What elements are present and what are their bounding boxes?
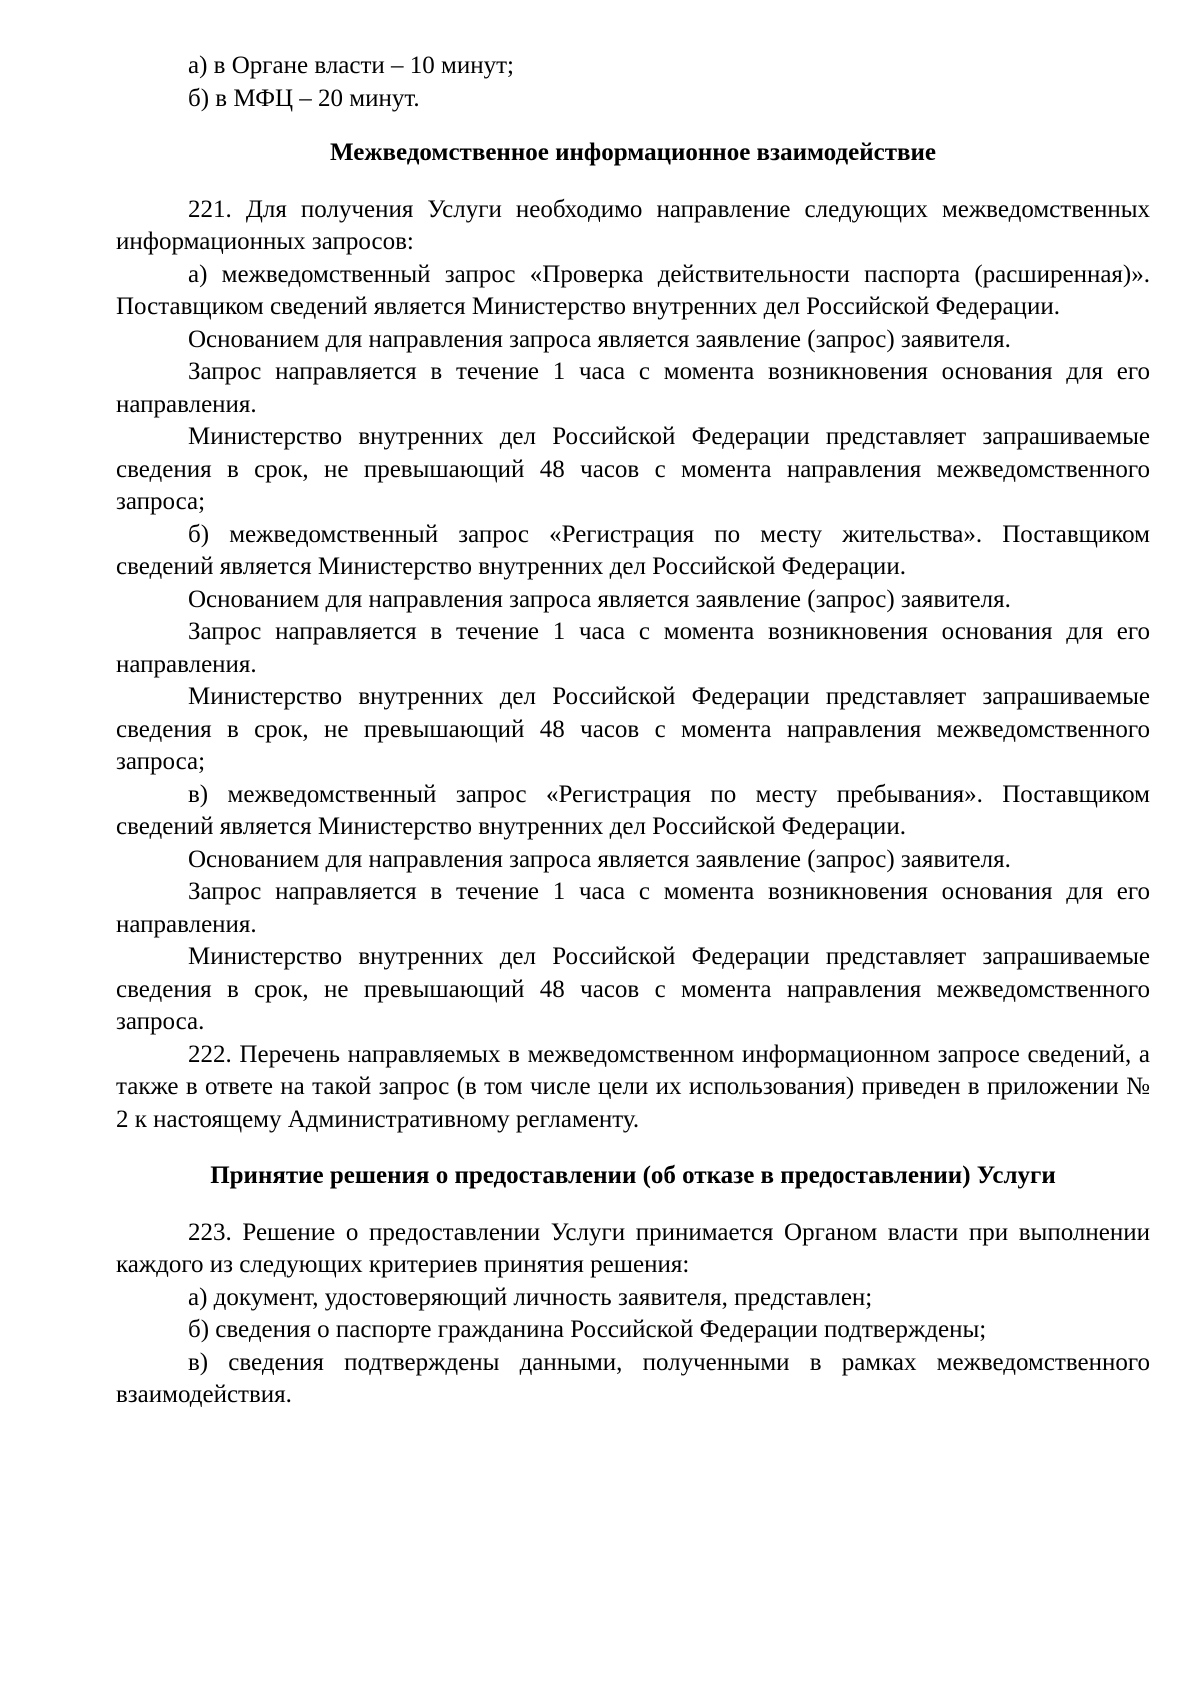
paragraph: а) межведомственный запрос «Проверка действительности паспорта (расширенная)». Поставщиком сведений является Министерство внутренних дел Российской Федерации. [116, 260, 1150, 320]
paragraph: Основанием для направления запроса является заявление (запрос) заявителя. [188, 845, 1011, 873]
paragraph: Запрос направляется в течение 1 часа с момента возникновения основания для его направления. [116, 358, 1150, 418]
paragraph: б) межведомственный запрос «Регистрация по месту жительства». Поставщиком сведений является Министерство внутренних дел Российской Федерации. [116, 520, 1150, 580]
section-heading-decision: Принятие решения о предоставлении (об отказе в предоставлении) Услуги [210, 1162, 1056, 1189]
paragraph: а) в Органе власти – 10 минут; [188, 52, 515, 79]
paragraph: а) документ, удостоверяющий личность заявителя, представлен; [188, 1283, 873, 1311]
section-heading-interagency: Межведомственное информационное взаимодействие [330, 139, 936, 166]
paragraph: Основанием для направления запроса является заявление (запрос) заявителя. [188, 585, 1011, 613]
paragraph: Министерство внутренних дел Российской Федерации представляет запрашиваемые сведения в срок, не превышающий 48 часов с момента направления межведомственного запроса; [116, 683, 1150, 775]
paragraph: Запрос направляется в течение 1 часа с момента возникновения основания для его направления. [116, 878, 1150, 938]
paragraph-221: 221. Для получения Услуги необходимо направление следующих межведомственных информационных запросов: [116, 195, 1150, 255]
paragraph: в) межведомственный запрос «Регистрация по месту пребывания». Поставщиком сведений является Министерство внутренних дел Российской Федерации. [116, 780, 1150, 840]
paragraph: б) в МФЦ – 20 минут. [188, 84, 420, 112]
paragraph-222: 222. Перечень направляемых в межведомственном информационном запросе сведений, а также в ответе на такой запрос (в том числе цели их использования) приведен в приложении № 2 к настоящему Административному регламенту. [116, 1040, 1150, 1133]
paragraph: в) сведения подтверждены данными, полученными в рамках межведомственного взаимодействия. [116, 1348, 1150, 1408]
paragraph: Основанием для направления запроса является заявление (запрос) заявителя. [188, 325, 1011, 353]
paragraph: б) сведения о паспорте гражданина Российской Федерации подтверждены; [188, 1316, 987, 1343]
paragraph: Запрос направляется в течение 1 часа с момента возникновения основания для его направления. [116, 618, 1150, 678]
paragraph: Министерство внутренних дел Российской Федерации представляет запрашиваемые сведения в срок, не превышающий 48 часов с момента направления межведомственного запроса. [116, 943, 1150, 1035]
document-page [116, 50, 1150, 1412]
paragraph: Министерство внутренних дел Российской Федерации представляет запрашиваемые сведения в срок, не превышающий 48 часов с момента направления межведомственного запроса; [116, 423, 1150, 515]
paragraph-223: 223. Решение о предоставлении Услуги принимается Органом власти при выполнении каждого из следующих критериев принятия решения: [116, 1218, 1150, 1278]
